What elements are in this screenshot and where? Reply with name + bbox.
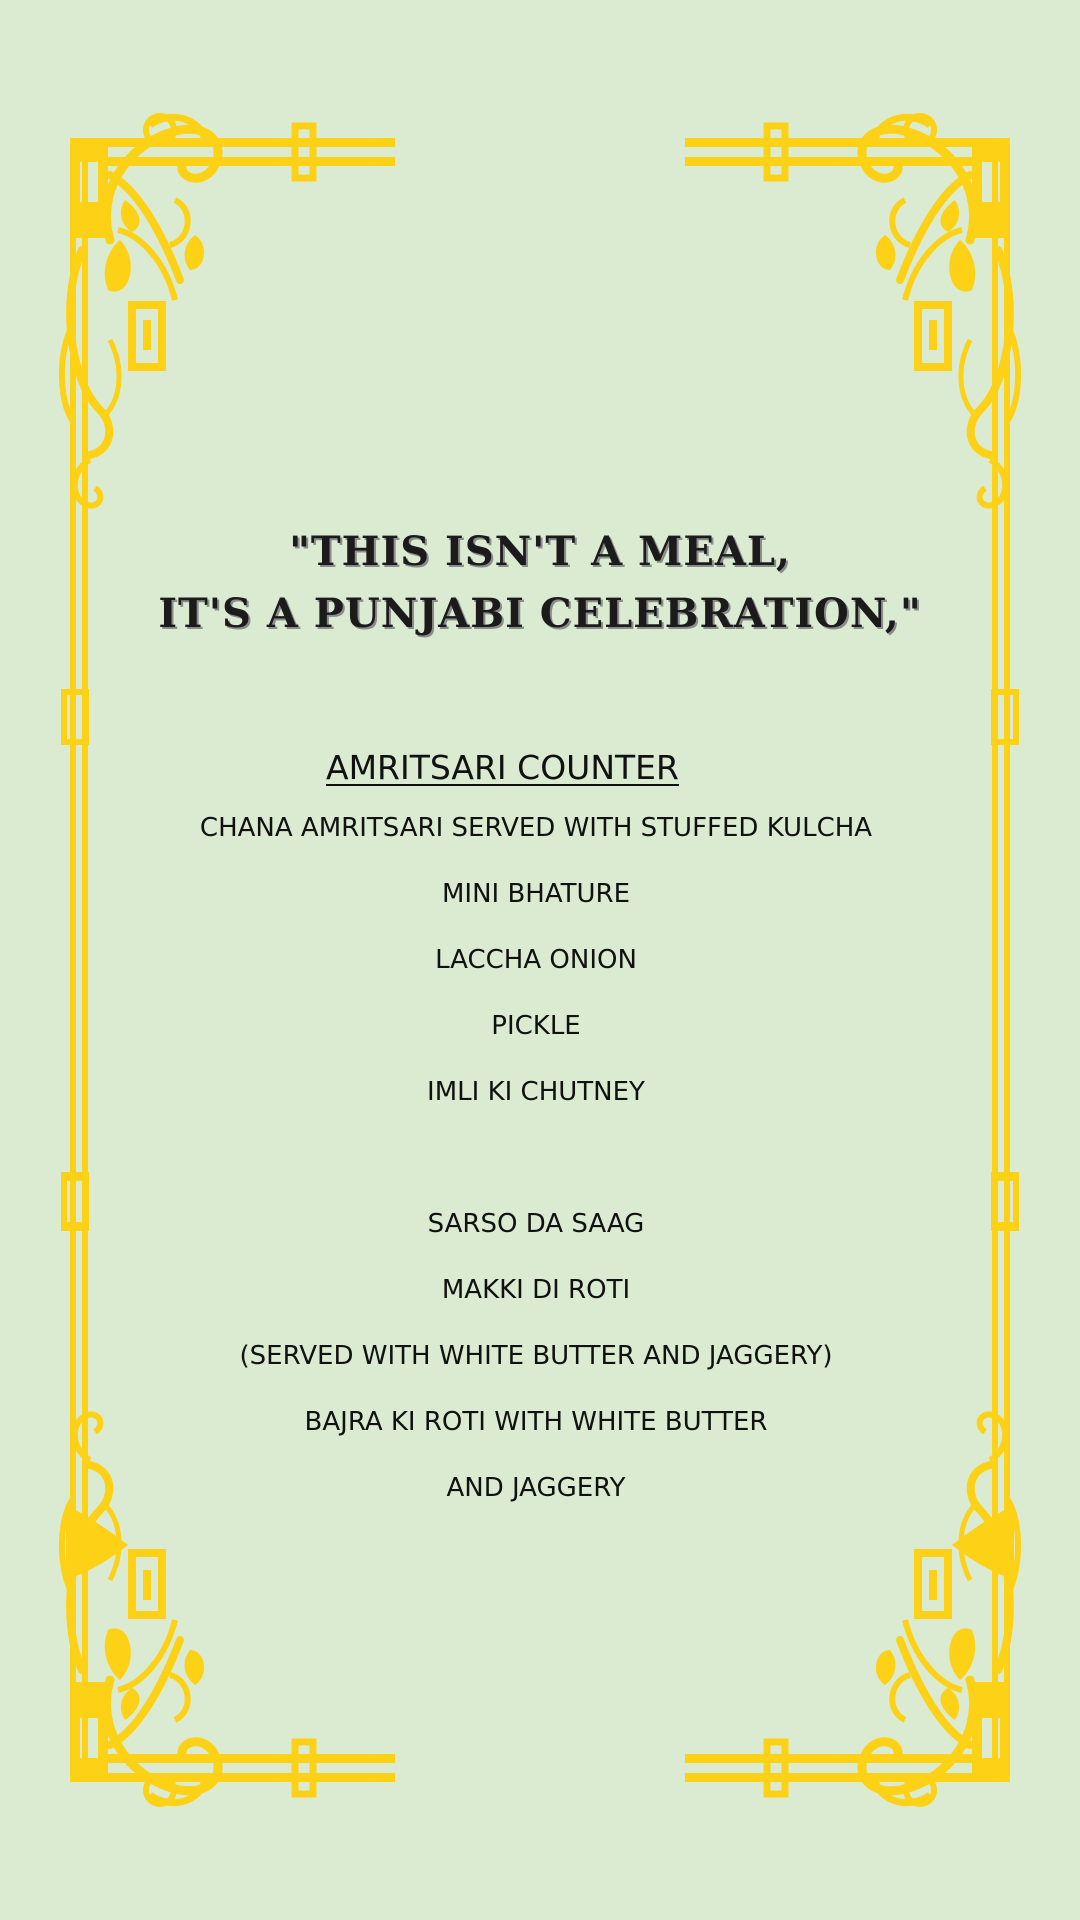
menu-item: IMLI KI CHUTNEY bbox=[427, 1077, 645, 1107]
corner-top-left bbox=[62, 116, 395, 742]
menu-item: MINI BHATURE bbox=[441, 879, 631, 909]
headline-line-1: "THIS ISN'T A MEAL, bbox=[289, 528, 791, 575]
menu-item: SARSO DA SAAG bbox=[427, 1209, 645, 1239]
section-heading: AMRITSARI COUNTER bbox=[326, 748, 679, 787]
menu-item: MAKKI DI ROTI bbox=[441, 1275, 631, 1305]
menu-item: BAJRA KI ROTI WITH WHITE BUTTER bbox=[304, 1407, 768, 1437]
corner-top-right bbox=[685, 116, 1018, 742]
menu-item: AND JAGGERY bbox=[446, 1473, 626, 1503]
headline-line-2: IT'S A PUNJABI CELEBRATION," bbox=[158, 590, 922, 637]
menu-item: (SERVED WITH WHITE BUTTER AND JAGGERY) bbox=[239, 1341, 833, 1371]
menu-item: CHANA AMRITSARI SERVED WITH STUFFED KULCHA bbox=[199, 813, 873, 843]
menu-item: LACCHA ONION bbox=[435, 945, 637, 975]
menu-item: PICKLE bbox=[491, 1011, 581, 1041]
